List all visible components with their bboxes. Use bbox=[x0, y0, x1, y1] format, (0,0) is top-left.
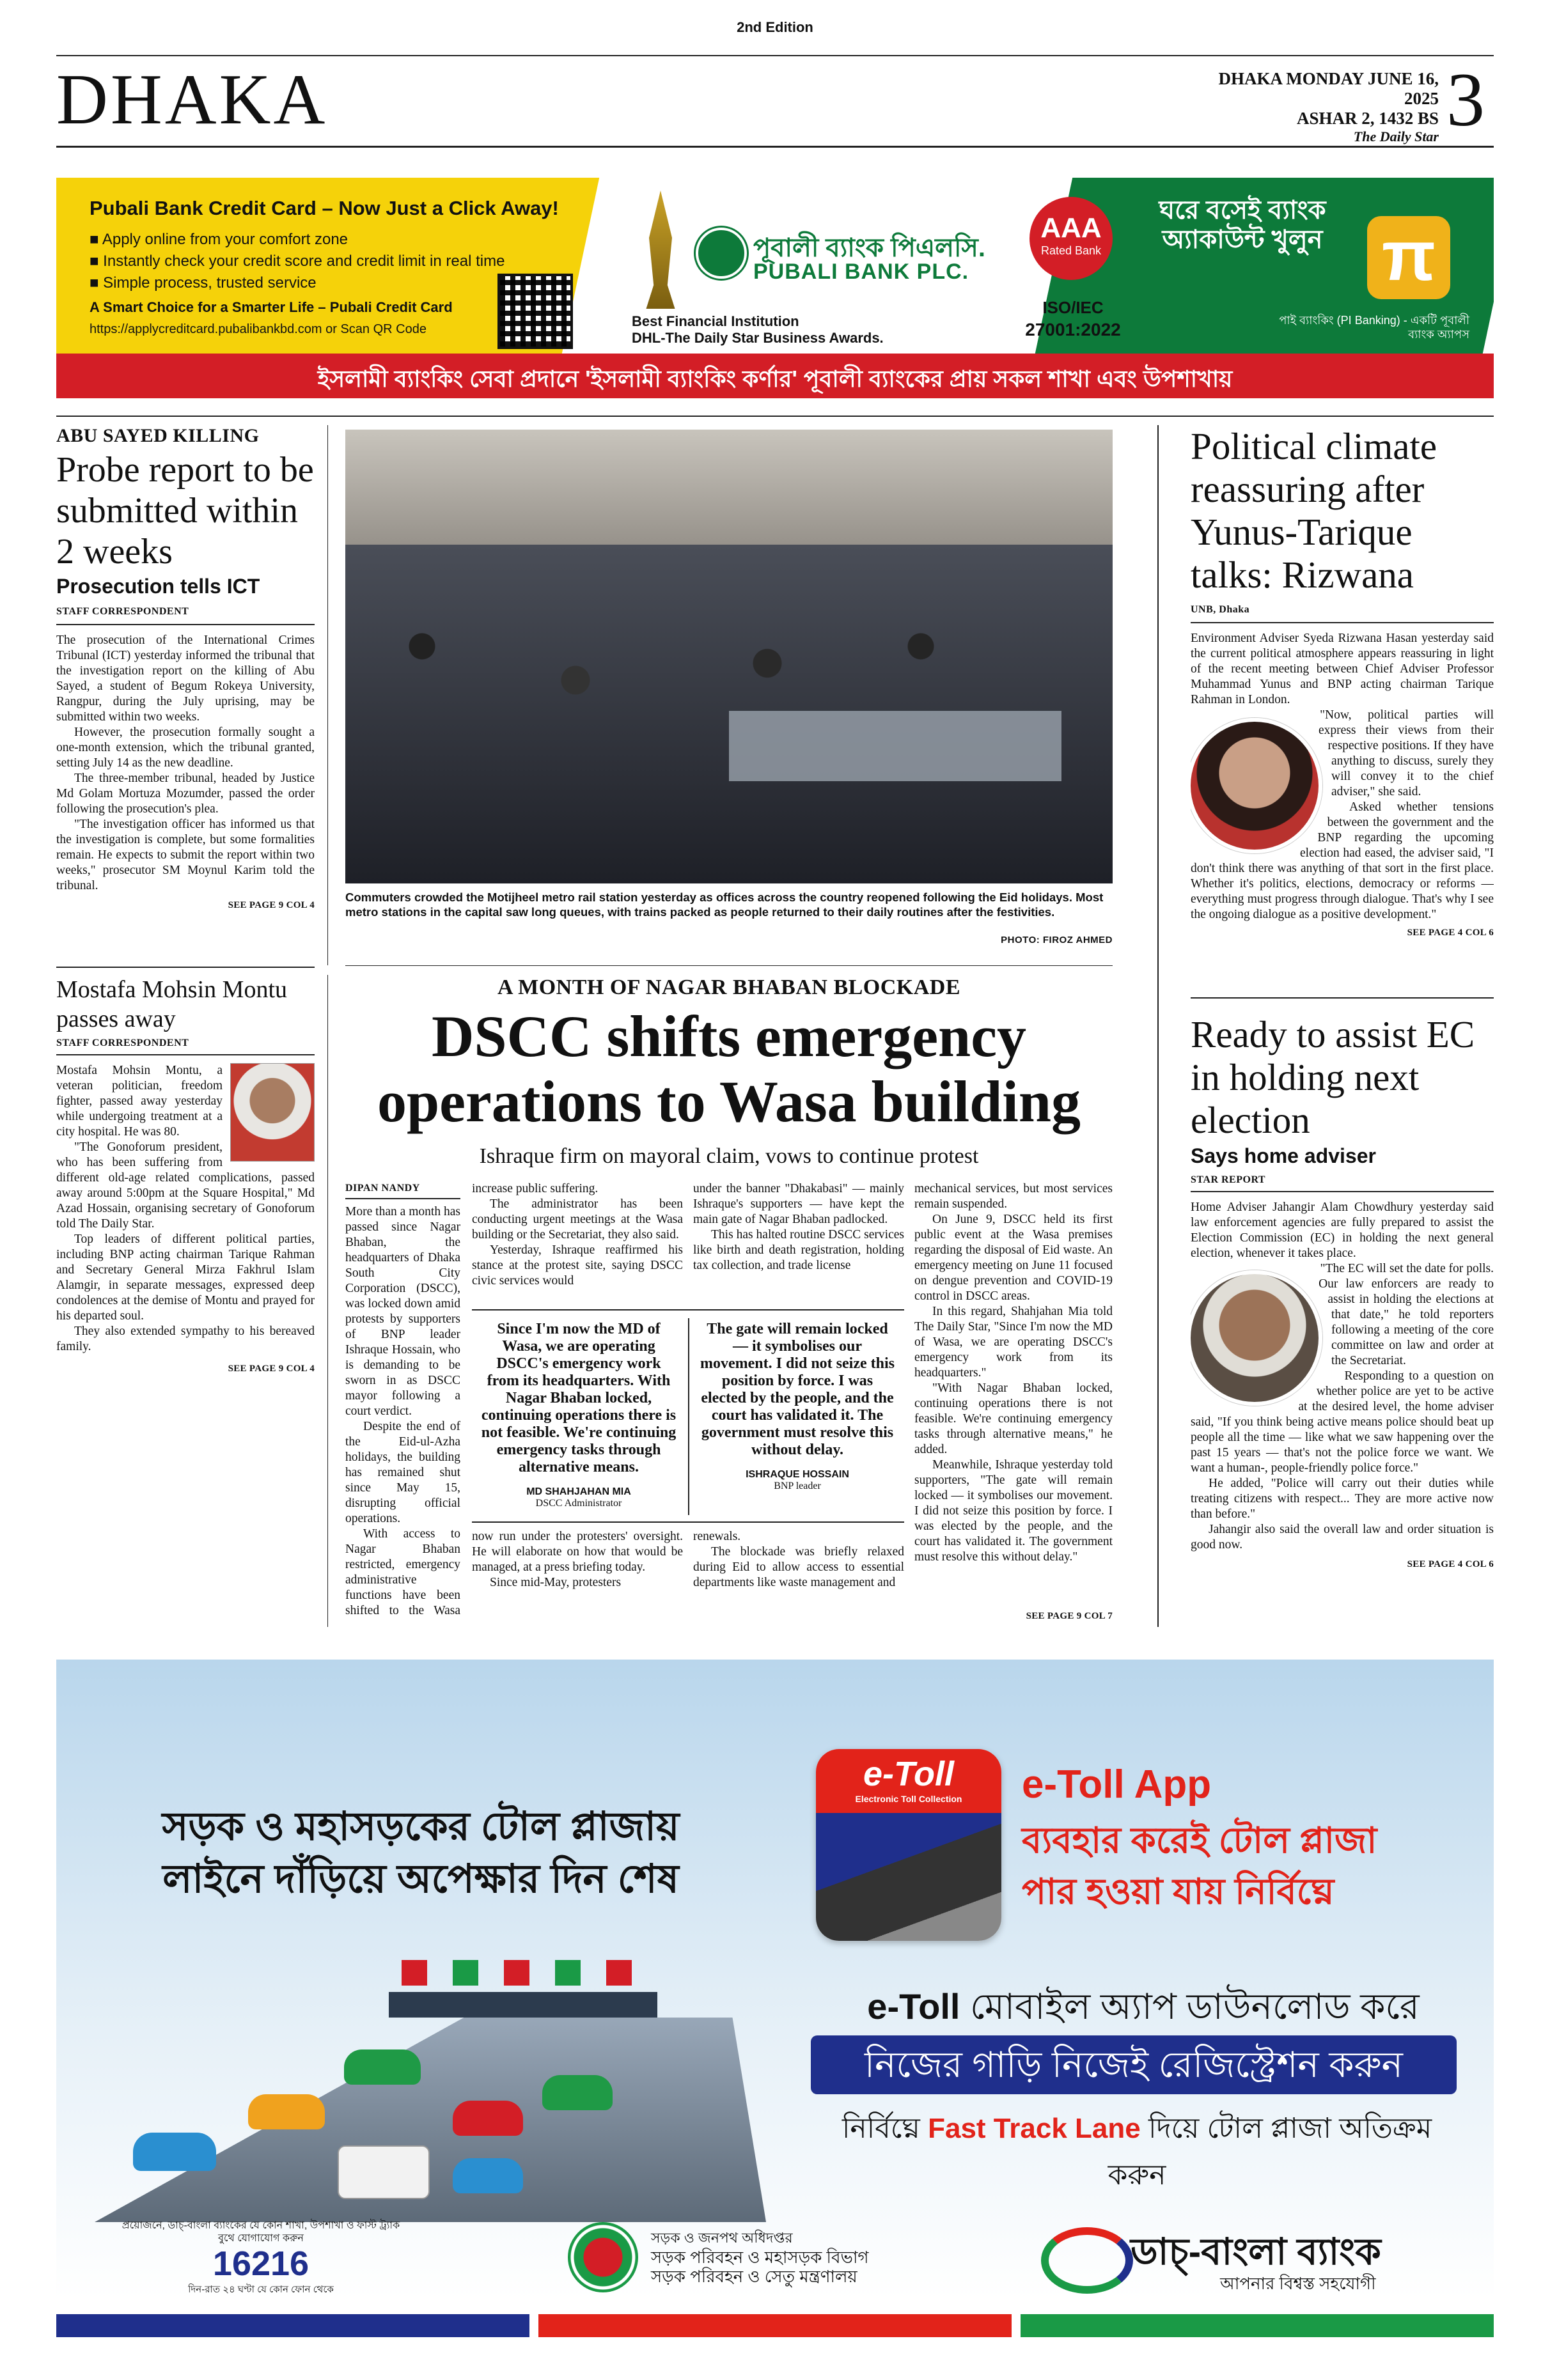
fasttrack-lane: Fast Track Lane bbox=[928, 2113, 1141, 2144]
see-page-link[interactable]: SEE PAGE 4 COL 6 bbox=[1407, 928, 1494, 938]
quote-name: MD SHAHJAHAN MIA bbox=[526, 1486, 631, 1497]
pull-quote-ishraque bbox=[698, 1321, 896, 1492]
quote-role: DSCC Administrator bbox=[535, 1498, 622, 1509]
right-divider-1 bbox=[1191, 997, 1494, 999]
story-dscc-headline[interactable]: DSCC shifts emergency operations to Wasa building bbox=[377, 1004, 1081, 1134]
dscc-col-4 bbox=[914, 1181, 1113, 1603]
car-icon bbox=[248, 2094, 325, 2129]
story-abu-sayed bbox=[56, 425, 315, 911]
story-byline: STAR REPORT bbox=[1191, 1174, 1266, 1185]
page-number: 3 bbox=[1446, 57, 1485, 142]
paragraph: In this regard, Shahjahan Mia told The Daily Star, "Since I'm now the MD of Wasa, we are operating DSCC's emergency work from its headquarters." bbox=[914, 1305, 1113, 1380]
promo-bn: ঘরে বসেই ব্যাংক অ্যাকাউন্ট খুলুন bbox=[1159, 196, 1326, 254]
story-body bbox=[56, 1063, 315, 1355]
story-subhead: Says home adviser bbox=[1191, 1144, 1376, 1167]
left-divider-1 bbox=[56, 967, 315, 968]
paragraph: Mostafa Mohsin Montu, a veteran politician, freedom fighter, passed away yesterday while undergoing treatment at a city hospital. He was 80. bbox=[56, 1064, 223, 1139]
quote-box-bottom bbox=[472, 1521, 904, 1523]
story-dscc-kicker: A MONTH OF NAGAR BHABAN BLOCKADE bbox=[497, 976, 961, 999]
paragraph: Meanwhile, Ishraque yesterday told supporters, "The gate will remain locked — it symbolises our movement. I did not seize this position by force. I was elected by the people, and the court has validated it. The government must resolve this without delay." bbox=[914, 1458, 1113, 1564]
rating-text: AAA bbox=[1040, 212, 1102, 244]
dscc-col-2-bottom bbox=[472, 1529, 683, 1622]
govt-seal-icon bbox=[568, 2222, 638, 2292]
qr-code-icon[interactable] bbox=[497, 274, 573, 349]
metro-station-photo bbox=[345, 430, 1113, 883]
road-icon bbox=[816, 1813, 1001, 1941]
etoll-logo-text: e-Toll bbox=[863, 1755, 954, 1793]
car-icon bbox=[453, 2158, 523, 2193]
download-prefix: e-Toll bbox=[867, 1986, 960, 2026]
ad-url[interactable]: https://applycreditcard.pubalibankbd.com or Scan QR Code bbox=[90, 322, 427, 336]
story-kicker: ABU SAYED KILLING bbox=[56, 425, 260, 446]
register-button[interactable]: নিজের গাড়ি নিজেই রেজিস্ট্রেশন করুন bbox=[811, 2035, 1457, 2094]
story-body bbox=[56, 633, 315, 894]
road-illustration bbox=[95, 2018, 766, 2222]
ministry-line: সড়ক ও জনপথ অধিদপ্তর bbox=[651, 2230, 793, 2246]
paragraph: under the banner "Dhakabasi" — mainly Ishraque's supporters — have kept the main gate of Nagar Bhaban padlocked. bbox=[693, 1182, 904, 1226]
byline-rule bbox=[1191, 622, 1494, 623]
ad-bullet: ■ Simple process, trusted service bbox=[90, 274, 317, 292]
ad-banner-text: ইসলামী ব্যাংকিং সেবা প্রদানে 'ইসলামী ব্যাংকিং কর্ণার' পূবালী ব্যাংকের প্রায় সকল শাখা এবং উপশাখায় bbox=[317, 366, 1233, 392]
ministry-block bbox=[651, 2228, 868, 2286]
see-page-link[interactable]: SEE PAGE 9 COL 4 bbox=[228, 900, 315, 910]
car-icon bbox=[344, 2049, 421, 2085]
pi-logo-icon: π bbox=[1367, 216, 1450, 299]
story-headline[interactable]: Probe report to be submitted within 2 weeks bbox=[56, 450, 314, 572]
home-adviser-portrait bbox=[1191, 1270, 1322, 1406]
byline-rule bbox=[56, 624, 315, 625]
see-page-link[interactable]: SEE PAGE 9 COL 7 bbox=[1026, 1611, 1113, 1621]
fasttrack-line bbox=[817, 2107, 1457, 2200]
rating-sub: Rated Bank bbox=[1040, 244, 1102, 257]
hotline-number[interactable]: 16216 bbox=[212, 2244, 309, 2283]
bank-name-bn: পূবালী ব্যাংক পিএলসি. bbox=[753, 234, 985, 262]
paragraph: Top leaders of different political parties, including BNP acting chairman Tarique Rahman and Secretary General Mirza Fakhrul Islam Alamgir, in separate messages, expressed deep condolences at the demise of Montu and prayed for his departed soul. bbox=[56, 1233, 315, 1323]
paragraph: On June 9, DSCC held its first public event at the Wasa premises regarding the disposal of Eid waste. An emergency meeting on June 11 focused on dengue prevention and COVID-19 control in DSCC areas. bbox=[914, 1213, 1113, 1303]
column-rule-left-bottom bbox=[327, 975, 328, 1627]
paragraph: Environment Adviser Syeda Rizwana Hasan yesterday said the current political atmosphere appears reassuring in light of the recent meeting between Chief Adviser Professor Muhammad Yunus and BNP acting chairman Tarique Rahman in London. bbox=[1191, 632, 1494, 706]
ad-bullets bbox=[90, 229, 505, 294]
paragraph: "The Gonoforum president, who has been suffering from different old-age related complications, passed away around 5:00pm at the Square Hospital," Md Azad Hossain, organising secretary of Gonoforum told The Daily Star. bbox=[56, 1140, 315, 1231]
dbbl-tagline: আপনার বিশ্বস্ত সহযোগী bbox=[1220, 2274, 1376, 2293]
app-title: e-Toll App bbox=[1022, 1762, 1212, 1807]
dscc-col-3-top bbox=[693, 1181, 904, 1303]
story-dscc-deck: Ishraque firm on mayoral claim, vows to continue protest bbox=[479, 1144, 979, 1168]
montu-portrait bbox=[230, 1063, 315, 1162]
photo-caption: Commuters crowded the Motijheel metro rail station yesterday as offices across the country reopened following the Eid holidays. Most metro stations in the capital saw long queues, with trains packed as people returned to their daily routines after the festivities. bbox=[345, 891, 1104, 919]
story-byline: STAFF CORRESPONDENT bbox=[56, 1038, 189, 1048]
award-line-2: DHL-The Daily Star Business Awards. bbox=[632, 330, 884, 346]
paragraph: More than a month has passed since Nagar Bhaban, the headquarters of Dhaka South City Corporation (DSCC), was locked down amid protests by supporters of BNP leader Ishraque Hossain, who is demanding to be sworn in as DSCC mayor following a court verdict. bbox=[345, 1205, 460, 1418]
see-page-link[interactable]: SEE PAGE 9 COL 4 bbox=[228, 1364, 315, 1374]
bottom-bar-blue bbox=[56, 2314, 529, 2337]
download-line bbox=[824, 1979, 1463, 2039]
paragraph: increase public suffering. bbox=[472, 1182, 599, 1195]
section-title: DHAKA bbox=[56, 60, 328, 139]
photo-gate bbox=[729, 711, 1061, 781]
column-rule-left-top bbox=[327, 425, 328, 965]
hotline-sub: দিন-রাত ২৪ ঘণ্টা যে কোন ফোন থেকে bbox=[188, 2284, 334, 2295]
quote-box-divider bbox=[688, 1318, 689, 1515]
app-line-bn: পাই ব্যাংকিং (PI Banking) - একটি পূবালী ব্যাংক অ্যাপস bbox=[1279, 314, 1469, 341]
quote-box-top bbox=[472, 1309, 904, 1311]
ad-headline-1: সড়ক ও মহাসড়কের টোল প্লাজায় bbox=[162, 1805, 680, 1849]
paragraph: renewals. bbox=[693, 1530, 741, 1543]
etoll-logo-sub: Electronic Toll Collection bbox=[855, 1794, 962, 1804]
car-icon bbox=[453, 2101, 523, 2136]
masthead-bottom-rule bbox=[56, 146, 1494, 148]
paragraph: They also extended sympathy to his bereaved family. bbox=[56, 1325, 315, 1353]
rating-badge bbox=[1029, 197, 1113, 280]
paragraph: Despite the end of the Eid-ul-Azha holidays, the building has remained shut since May 15, disrupting official operations. bbox=[345, 1420, 460, 1525]
paragraph: mechanical services, but most services remain suspended. bbox=[914, 1182, 1113, 1211]
paragraph: He added, "Police will carry out their duties while treating citizens with respect... They are more active now than before." bbox=[1191, 1477, 1494, 1521]
paper-name: The Daily Star bbox=[1353, 128, 1439, 144]
dscc-col-2-top bbox=[472, 1181, 683, 1303]
paragraph: Since mid-May, protesters bbox=[490, 1576, 622, 1589]
bangla-date: ASHAR 2, 1432 BS bbox=[1296, 109, 1439, 128]
masthead-top-rule bbox=[56, 55, 1494, 56]
iso-label: ISO/IEC bbox=[1042, 298, 1104, 317]
story-byline: UNB, Dhaka bbox=[1191, 604, 1250, 615]
quote-name: ISHRAQUE HOSSAIN bbox=[746, 1469, 849, 1480]
edition-label: 2nd Edition bbox=[737, 19, 813, 35]
story-headline[interactable]: Political climate reassuring after Yunus-Tarique talks: Rizwana bbox=[1191, 425, 1437, 596]
paragraph: "The investigation officer has informed us that the investigation is complete, but some formalities remain. He expects to submit the report within two weeks," prosecutor SM Moynul Karim told the tribunal. bbox=[56, 818, 315, 892]
paragraph: The prosecution of the International Crimes Tribunal (ICT) yesterday informed the tribunal that the investigation report on the killing of Abu Sayed, a student of Begum Rokeya University, Rangpur, during the July uprising, may be submitted within two weeks. bbox=[56, 634, 315, 724]
story-subhead: Prosecution tells ICT bbox=[56, 575, 260, 598]
paragraph: Home Adviser Jahangir Alam Chowdhury yesterday said law enforcement agencies are fully prepared to assist the Election Commission (EC) in holding the next general election, whenever it takes place. bbox=[1191, 1201, 1494, 1260]
story-byline: STAFF CORRESPONDENT bbox=[56, 606, 189, 617]
story-ec bbox=[1191, 1013, 1494, 1570]
paragraph: The blockade was briefly relaxed during Eid to allow access to essential departments like waste management and bbox=[693, 1545, 904, 1589]
download-text: মোবাইল অ্যাপ ডাউনলোড করে bbox=[970, 1986, 1420, 2026]
story-dscc-byline: DIPAN NANDY bbox=[345, 1183, 420, 1194]
paragraph: "Now, political parties will express their views from their respective positions. If they have anything to discuss, surely they will convey it to the chief adviser," she said. bbox=[1318, 708, 1494, 798]
quote-text: Since I'm now the MD of Wasa, we are operating DSCC's emergency work from its headquarters. With Nagar Bhaban locked, continuing operations there is not feasible. We're continuing emergency tasks through alternative means. bbox=[481, 1321, 677, 1475]
paragraph: However, the prosecution formally sought a one-month extension, which the tribunal granted, setting July 14 as the new deadline. bbox=[56, 726, 315, 770]
byline-rule bbox=[1191, 1191, 1494, 1192]
ad-tagline: A Smart Choice for a Smarter Life – Pubali Credit Card bbox=[90, 299, 453, 315]
dbbl-logo-icon bbox=[1041, 2227, 1133, 2294]
van-icon bbox=[338, 2145, 430, 2199]
story-headline[interactable]: Mostafa Mohsin Montu passes away bbox=[56, 976, 287, 1032]
iso-number: 27001:2022 bbox=[1025, 320, 1121, 339]
bank-name: PUBALI BANK PLC. bbox=[753, 260, 969, 284]
ministry-line: সড়ক পরিবহন ও মহাসড়ক বিভাগ bbox=[651, 2248, 869, 2267]
paragraph: now run under the protesters' oversight. He will elaborate on how that would be managed, at a press briefing today. bbox=[472, 1530, 683, 1574]
ministry-line: সড়ক পরিবহন ও সেতু মন্ত্রণালয় bbox=[651, 2267, 857, 2286]
quote-role: BNP leader bbox=[774, 1481, 821, 1491]
pubali-ad[interactable] bbox=[56, 178, 1494, 398]
story-body bbox=[1191, 1200, 1494, 1553]
car-icon bbox=[542, 2075, 613, 2110]
date-line: DHAKA MONDAY JUNE 16, 2025 bbox=[1218, 69, 1439, 108]
pull-quote-mia bbox=[480, 1321, 678, 1509]
award-line-1: Best Financial Institution bbox=[632, 313, 799, 329]
ad-bottom-rule bbox=[56, 416, 1494, 417]
date-block bbox=[1183, 69, 1439, 145]
dscc-byline-rule bbox=[345, 1198, 460, 1199]
fasttrack-post: দিয়ে টোল প্লাজা অতিক্রম করুন bbox=[1108, 2113, 1432, 2191]
bank-logo-icon bbox=[696, 228, 747, 279]
column-rule-right bbox=[1157, 425, 1159, 1627]
paragraph: Yesterday, Ishraque reaffirmed his stance at the protest site, saying DSCC civic services would bbox=[472, 1243, 683, 1287]
etoll-logo-red bbox=[816, 1749, 1001, 1813]
paragraph: "The EC will set the date for polls. Our law enforcers are ready to assist in holding the elections at that date," he told reporters following a meeting of the core committee on law and order at the Secretariat. bbox=[1319, 1262, 1494, 1367]
center-divider bbox=[345, 965, 1113, 966]
etoll-ad[interactable] bbox=[56, 1660, 1494, 2299]
etoll-logo bbox=[816, 1749, 1001, 1941]
car-icon bbox=[133, 2133, 216, 2171]
bottom-bar-green bbox=[1021, 2314, 1494, 2337]
byline-rule bbox=[56, 1054, 315, 1055]
bottom-bar-red bbox=[538, 2314, 1012, 2337]
paragraph: Asked whether tensions between the government and the BNP regarding the upcoming election had eased, the adviser said, "I don't think there was anything of that sort in the first place. Whether it's politics, elections, democracy or reforms — everything must progress through dialogue. That's why I see the ongoing dialogue as a positive development." bbox=[1191, 800, 1494, 921]
ad-headline-2: লাইনে দাঁড়িয়ে অপেক্ষার দিন শেষ bbox=[162, 1857, 679, 1901]
quote-text: The gate will remain locked — it symbolises our movement. I did not seize this position by force. I was elected by the people, and the court has validated it. The government must resolve this without delay. bbox=[700, 1321, 895, 1458]
ad-headline: Pubali Bank Credit Card – Now Just a Click Away! bbox=[90, 197, 559, 219]
photo-credit: PHOTO: FIROZ AHMED bbox=[1001, 935, 1113, 945]
paragraph: With access to Nagar Bhaban restricted, emergency administrative functions have been shifted to the Wasa bbox=[345, 1527, 460, 1617]
toll-gate-signals bbox=[402, 1960, 645, 1986]
paragraph: Responding to a question on whether police are yet to be active at the desired level, the home adviser said, "If you think being active means police should beat up people all the time — like what we saw happening over the past 15 years — that's not the police force we want. We want a human-, people-friendly police force." bbox=[1191, 1369, 1494, 1475]
ad-bullet: ■ Instantly check your credit score and credit limit in real time bbox=[90, 253, 505, 270]
paragraph: "With Nagar Bhaban locked, continuing operations there is not feasible. We're continuing emergency tasks through alternative means," he added. bbox=[914, 1381, 1113, 1456]
hotline-note: প্রয়োজনে, ডাচ্-বাংলা ব্যাংকের যে কোন শাখা, উপশাখা ও ফাস্ট ট্র্যাক বুথে যোগাযোগ করুন bbox=[121, 2220, 400, 2244]
paragraph: Jahangir also said the overall law and order situation is good now. bbox=[1191, 1523, 1494, 1552]
rizwana-portrait bbox=[1191, 718, 1322, 853]
app-line-2: পার হওয়া যায় নির্বিঘ্নে bbox=[1022, 1871, 1335, 1911]
story-body bbox=[1191, 631, 1494, 922]
paragraph: This has halted routine DSCC services like birth and death registration, holding tax collection, and trade license bbox=[693, 1228, 904, 1272]
ad-bullet: ■ Apply online from your comfort zone bbox=[90, 231, 348, 248]
dbbl-name: ডাচ্-বাংলা ব্যাংক bbox=[1131, 2231, 1381, 2273]
dscc-col-1 bbox=[345, 1204, 460, 1620]
paragraph: The administrator has been conducting urgent meetings at the Wasa building or the Secretariat, they also said. bbox=[472, 1197, 683, 1241]
app-line-1: ব্যবহার করেই টোল প্লাজা bbox=[1022, 1820, 1377, 1860]
story-montu bbox=[56, 975, 315, 1374]
dscc-col-3-bottom bbox=[693, 1529, 904, 1622]
paragraph: The three-member tribunal, headed by Justice Md Golam Mortuza Mozumder, passed the order following the prosecution's plea. bbox=[56, 772, 315, 816]
story-rizwana bbox=[1191, 425, 1494, 938]
story-headline[interactable]: Ready to assist EC in holding next election bbox=[1191, 1013, 1475, 1141]
toll-gate-icon bbox=[389, 1992, 657, 2018]
see-page-link[interactable]: SEE PAGE 4 COL 6 bbox=[1407, 1559, 1494, 1569]
fasttrack-pre: নির্বিঘ্নে bbox=[842, 2113, 920, 2144]
